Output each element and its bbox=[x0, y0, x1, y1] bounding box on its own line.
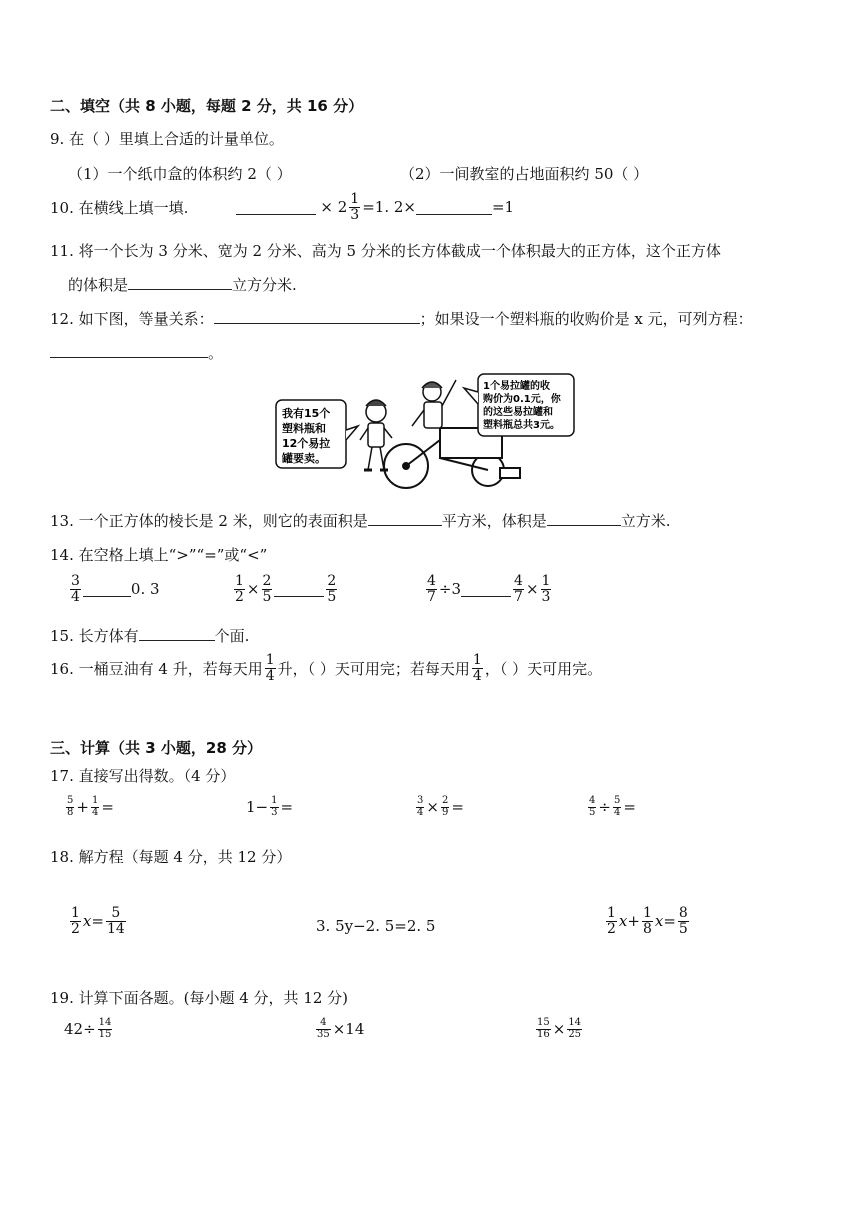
q16-a: 16. 一桶豆油有 4 升，若每天用 bbox=[50, 659, 263, 678]
q11-line1: 11. 将一个长为 3 分米、宽为 2 分米、高为 5 分米的长方体截成一个体积最大的正方体，这个正方体 bbox=[50, 242, 721, 260]
q17-i1-eq: = bbox=[101, 798, 114, 816]
q18-e3-m2: x= bbox=[654, 912, 676, 931]
q19-i3-frac-b: $\frac{14}{25}$ bbox=[568, 1017, 582, 1040]
q11-blank[interactable] bbox=[128, 275, 232, 290]
q10-end: =1 bbox=[491, 198, 515, 217]
q10-lead: 10. 在横线上填一填. bbox=[50, 198, 189, 217]
q10-blank-1[interactable] bbox=[236, 200, 316, 215]
q17-item-1 bbox=[64, 796, 114, 818]
man-bubble-line-1: 1个易拉罐的收 bbox=[483, 381, 550, 392]
q17-i1-frac-b: $\frac{1}{4}$ bbox=[91, 795, 99, 818]
q18-e1-frac-a: $\frac{1}{2}$ bbox=[71, 905, 80, 937]
q17-item-4 bbox=[586, 796, 636, 818]
q14-c2-frac-r: $\frac{2}{5}$ bbox=[327, 573, 337, 605]
q14-compare-1 bbox=[68, 574, 160, 604]
q18-eq-2: 3. 5y−2. 5=2. 5 bbox=[316, 917, 436, 935]
q12-a: 12. 如下图，等量关系： bbox=[50, 310, 214, 328]
q17-i3-eq: = bbox=[451, 798, 464, 816]
q18-eq-3 bbox=[604, 906, 691, 936]
q19-i3-frac-a: $\frac{15}{16}$ bbox=[537, 1017, 550, 1040]
q18-e1-frac-b: $\frac{5}{14}$ bbox=[106, 905, 125, 937]
q10-mid: =1. 2× bbox=[362, 198, 416, 217]
q19-i3-op: × bbox=[552, 1020, 566, 1038]
q16-b: 升，（ ）天可用完；若每天用 bbox=[277, 659, 470, 678]
q11-line2 bbox=[68, 274, 297, 295]
q12-line2 bbox=[50, 342, 223, 363]
q13-blank-2[interactable] bbox=[547, 511, 621, 526]
q14-c1-blank[interactable] bbox=[83, 582, 131, 597]
q14-c2-blank[interactable] bbox=[274, 582, 324, 597]
q10 bbox=[50, 192, 514, 222]
q19-i1-frac: $\frac{14}{15}$ bbox=[98, 1017, 112, 1040]
q13-b: 平方米，体积是 bbox=[441, 512, 547, 530]
kid-bubble-line-4: 罐要卖。 bbox=[282, 452, 326, 465]
man-figure-icon bbox=[412, 380, 456, 428]
q13 bbox=[50, 510, 671, 531]
q12-end: 。 bbox=[208, 344, 224, 362]
q12-b: ；如果设一个塑料瓶的收购价是 x 元，可列方程： bbox=[419, 310, 753, 328]
q17-i4-op: ÷ bbox=[598, 798, 611, 816]
kid-bubble-line-3: 12个易拉 bbox=[282, 437, 331, 450]
q17-i2-frac: $\frac{1}{3}$ bbox=[271, 795, 278, 818]
q14-compare-3 bbox=[424, 574, 553, 604]
q17-stem: 17. 直接写出得数。（4 分） bbox=[50, 767, 236, 785]
q18-e1-mid: x= bbox=[82, 912, 104, 931]
q17-i2-eq: = bbox=[280, 798, 294, 816]
q12-line1 bbox=[50, 308, 753, 329]
q13-blank-1[interactable] bbox=[368, 511, 442, 526]
q18-e3-frac-c: $\frac{8}{5}$ bbox=[678, 905, 688, 937]
q14-c3-frac-a: $\frac{4}{7}$ bbox=[427, 573, 436, 605]
q19-item-3 bbox=[534, 1018, 584, 1040]
q9-part2: （2）一间教室的占地面积约 50（ ） bbox=[400, 165, 649, 183]
q14-c2-frac-b: $\frac{2}{5}$ bbox=[262, 573, 272, 605]
man-bubble-line-4: 塑料瓶总共3元。 bbox=[483, 420, 560, 431]
q14-c3-op: ÷3 bbox=[438, 580, 462, 599]
q14-c3-frac-r: $\frac{4}{7}$ bbox=[514, 573, 523, 605]
section-3-title: 三、计算（共 3 小题，28 分） bbox=[50, 739, 262, 757]
q17-i3-frac-b: $\frac{2}{9}$ bbox=[441, 795, 449, 818]
section-2-title: 二、填空（共 8 小题，每题 2 分，共 16 分） bbox=[50, 97, 364, 115]
q14-c2-op: × bbox=[246, 580, 260, 599]
q17-i4-eq: = bbox=[623, 798, 636, 816]
q17-i2-lead: 1− bbox=[246, 798, 269, 816]
q19-i1-lead: 42÷ bbox=[64, 1020, 96, 1038]
q17-i1-frac-a: $\frac{5}{8}$ bbox=[67, 795, 74, 818]
q16-c: ，（ ）天可用完。 bbox=[484, 659, 603, 678]
q14-c3-blank[interactable] bbox=[461, 582, 511, 597]
tricycle-icon bbox=[384, 428, 520, 488]
q12-blank-1[interactable] bbox=[214, 309, 420, 324]
q17-item-2 bbox=[246, 796, 293, 818]
q16 bbox=[50, 653, 602, 683]
q9-part1: （1）一个纸巾盒的体积约 2（ ） bbox=[68, 165, 292, 183]
kid-figure-icon bbox=[360, 400, 392, 470]
q15-a: 15. 长方体有 bbox=[50, 627, 139, 645]
q15-blank[interactable] bbox=[139, 626, 215, 641]
q16-fraction-2: $\frac{1}{4}$ bbox=[472, 652, 482, 684]
q19-i2-tail: ×14 bbox=[332, 1020, 365, 1038]
q14-c3-frac-r2: $\frac{1}{3}$ bbox=[541, 573, 551, 605]
q17-i1-op: + bbox=[76, 798, 89, 816]
q10-blank-2[interactable] bbox=[416, 200, 492, 215]
q15 bbox=[50, 625, 249, 646]
q15-b: 个面. bbox=[214, 627, 250, 645]
q10-mixed-fraction: $\frac{1}{3}$ bbox=[350, 191, 360, 223]
man-bubble-line-3: 的这些易拉罐和 bbox=[483, 407, 553, 418]
q14-compare-2 bbox=[232, 574, 339, 604]
q13-a: 13. 一个正方体的棱长是 2 米，则它的表面积是 bbox=[50, 512, 368, 530]
q14-c1-right: 0. 3 bbox=[130, 580, 160, 599]
q19-i2-frac: $\frac{4}{35}$ bbox=[317, 1017, 330, 1040]
man-bubble-line-2: 购价为0.1元，你 bbox=[483, 394, 561, 405]
q17-i4-frac-a: $\frac{4}{5}$ bbox=[589, 795, 596, 818]
q18-e3-frac-a: $\frac{1}{2}$ bbox=[607, 905, 616, 937]
q17-i3-op: × bbox=[426, 798, 439, 816]
kid-bubble-line-2: 塑料瓶和 bbox=[282, 422, 326, 435]
q18-e3-m1: x+ bbox=[618, 912, 640, 931]
q14-c2-frac-a: $\frac{1}{2}$ bbox=[235, 573, 244, 605]
q9-stem: 9. 在（ ）里填上合适的计量单位。 bbox=[50, 130, 284, 148]
q18-eq-1 bbox=[68, 906, 128, 936]
q19-item-1 bbox=[64, 1018, 114, 1040]
q10-times: × 2 bbox=[320, 198, 348, 217]
q18-e3-frac-b: $\frac{1}{8}$ bbox=[642, 905, 652, 937]
q11-line2-a: 的体积是 bbox=[68, 276, 129, 294]
q17-i3-frac-a: $\frac{3}{4}$ bbox=[417, 795, 424, 818]
q17-i4-frac-b: $\frac{5}{4}$ bbox=[613, 795, 621, 818]
q19-stem: 19. 计算下面各题。(每小题 4 分，共 12 分) bbox=[50, 989, 349, 1007]
q18-stem: 18. 解方程（每题 4 分，共 12 分） bbox=[50, 848, 292, 866]
q13-c: 立方米. bbox=[620, 512, 671, 530]
kid-bubble-line-1: 我有15个 bbox=[282, 407, 331, 420]
q14-c3-op2: × bbox=[525, 580, 539, 599]
cartoon-illustration bbox=[272, 370, 592, 500]
q14-c1-fraction: $\frac{3}{4}$ bbox=[71, 573, 80, 605]
q19-item-2 bbox=[314, 1018, 364, 1040]
q16-fraction-1: $\frac{1}{4}$ bbox=[265, 652, 275, 684]
q17-item-3 bbox=[414, 796, 464, 818]
q11-line2-b: 立方分米. bbox=[232, 276, 297, 294]
q14-stem: 14. 在空格上填上“>”“=”或“<” bbox=[50, 546, 268, 564]
q12-blank-2[interactable] bbox=[50, 343, 208, 358]
